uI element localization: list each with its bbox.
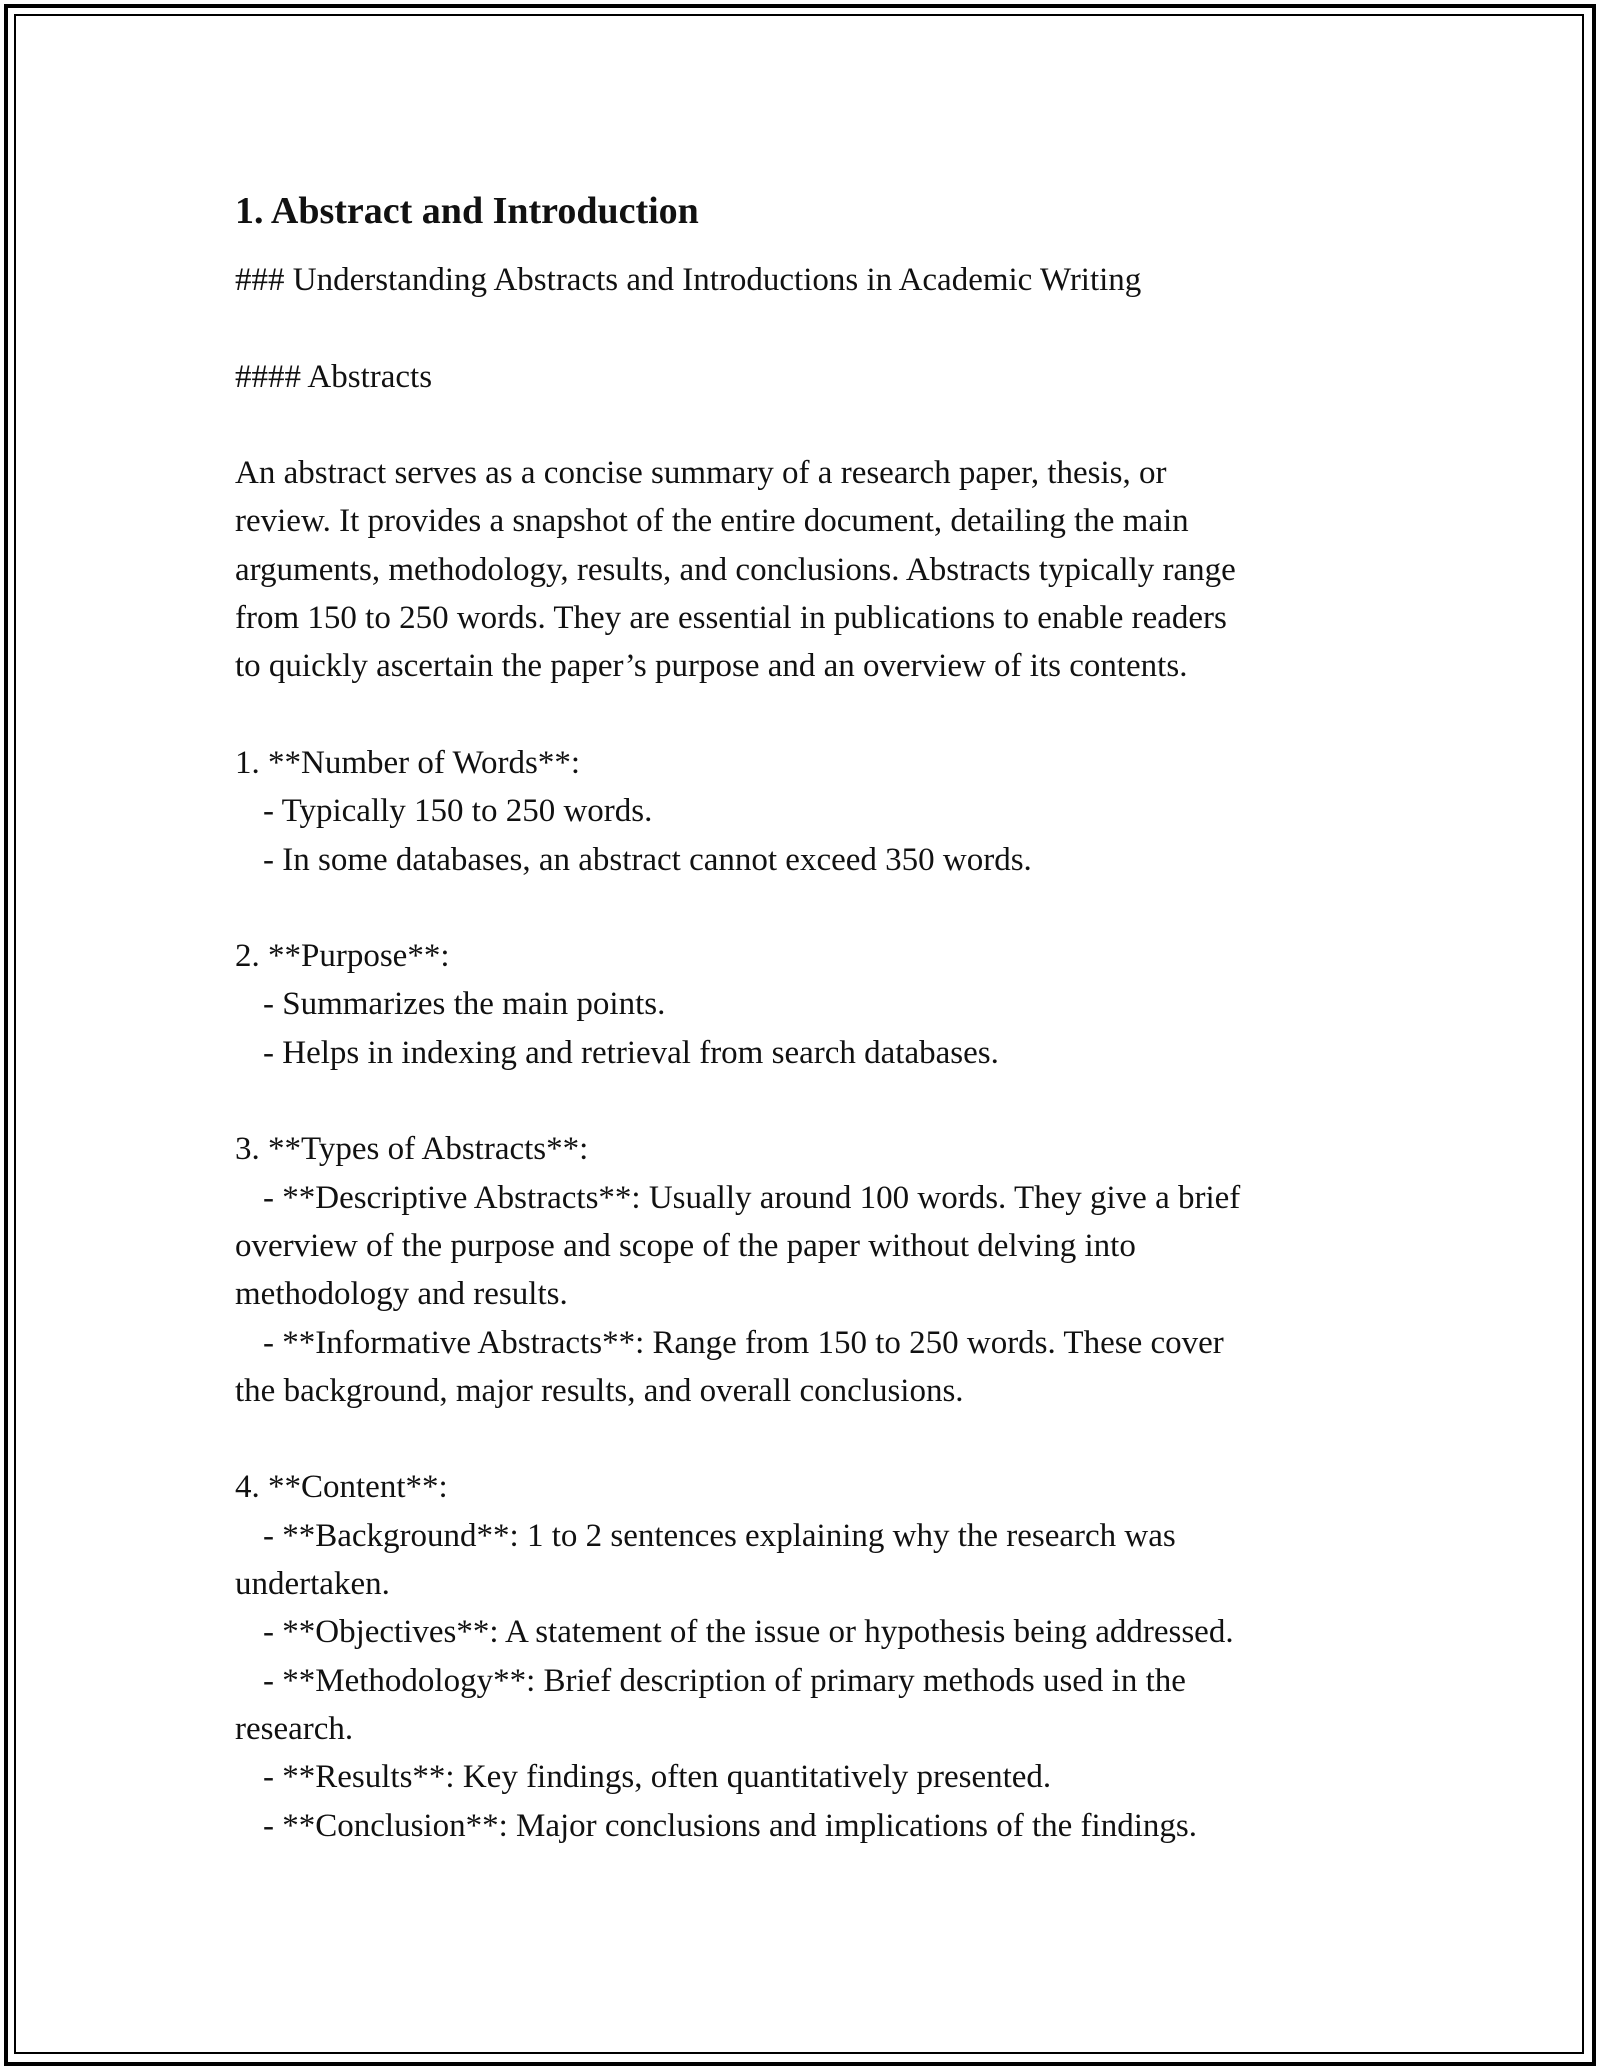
text-line: - **Methodology**: Brief description of primary methods used in the bbox=[263, 1662, 1186, 1699]
text-line: - **Background**: 1 to 2 sentences explaining why the research was bbox=[263, 1517, 1176, 1554]
text-line: - **Objectives**: A statement of the issue or hypothesis being addressed. bbox=[263, 1614, 1234, 1651]
text-line: the background, major results, and overall conclusions. bbox=[235, 1372, 964, 1409]
document-body bbox=[235, 186, 1375, 1850]
blank-line bbox=[235, 304, 1375, 352]
text-line: arguments, methodology, results, and conclusions. Abstracts typically range bbox=[235, 551, 1236, 588]
text-line: research. bbox=[235, 1710, 354, 1747]
text-line: from 150 to 250 words. They are essential in publications to enable readers bbox=[235, 600, 1227, 637]
text-line: undertaken. bbox=[235, 1566, 390, 1603]
text-line: 4. **Content**: bbox=[235, 1469, 448, 1506]
section-heading: 1. Abstract and Introduction bbox=[235, 190, 699, 232]
blank-line bbox=[235, 401, 1375, 449]
text-line: - **Conclusion**: Major conclusions and implications of the findings. bbox=[263, 1807, 1197, 1844]
text-line: overview of the purpose and scope of the paper without delving into bbox=[235, 1227, 1136, 1264]
text-line: - Typically 150 to 250 words. bbox=[263, 793, 653, 830]
text-line: - Helps in indexing and retrieval from search databases. bbox=[263, 1034, 999, 1071]
text-line: methodology and results. bbox=[235, 1276, 568, 1313]
blank-line bbox=[235, 1415, 1375, 1463]
text-line: review. It provides a snapshot of the entire document, detailing the main bbox=[235, 503, 1189, 540]
blank-line bbox=[235, 691, 1375, 739]
text-line: 3. **Types of Abstracts**: bbox=[235, 1131, 589, 1168]
text-line: 1. **Number of Words**: bbox=[235, 744, 581, 781]
text-line: #### Abstracts bbox=[235, 358, 433, 395]
document-text bbox=[235, 256, 1375, 1850]
text-line: ### Understanding Abstracts and Introductions in Academic Writing bbox=[235, 262, 1142, 298]
text-line: - In some databases, an abstract cannot exceed 350 words. bbox=[263, 841, 1032, 878]
text-line: - **Descriptive Abstracts**: Usually around 100 words. They give a brief bbox=[263, 1179, 1241, 1216]
text-line: - **Informative Abstracts**: Range from 150 to 250 words. These cover bbox=[263, 1324, 1224, 1361]
text-line: - Summarizes the main points. bbox=[263, 986, 666, 1023]
blank-line bbox=[235, 1077, 1375, 1125]
text-line: An abstract serves as a concise summary of a research paper, thesis, or bbox=[235, 455, 1167, 492]
text-line: 2. **Purpose**: bbox=[235, 938, 450, 975]
text-line: - **Results**: Key findings, often quantitatively presented. bbox=[263, 1759, 1052, 1796]
blank-line bbox=[235, 884, 1375, 932]
text-line: to quickly ascertain the paper’s purpose and an overview of its contents. bbox=[235, 648, 1188, 685]
